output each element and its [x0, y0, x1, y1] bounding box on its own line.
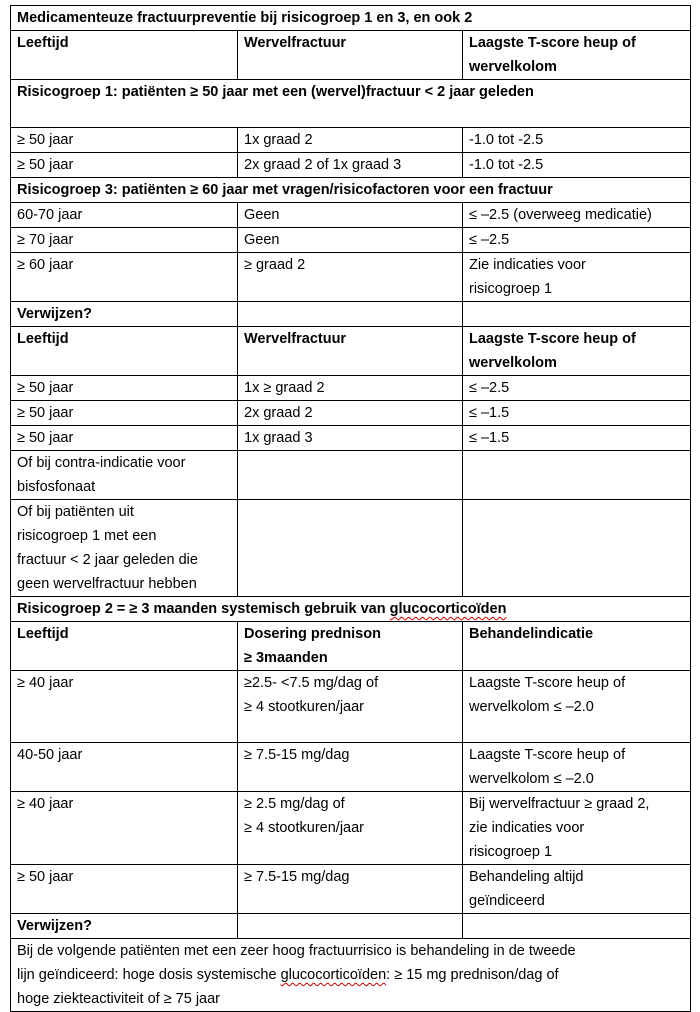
referral-note: Bij de volgende patiënten met een zeer hoog fractuurrisico is behandeling in de tweede lijn geïndiceerd: hoge dosis systemische glucocorticoïden: ≥ 15 mg prednison/dag of hoge ziekteactiviteit of ≥ 75 jaar: [11, 939, 691, 1012]
tscore-cell: ≤ –1.5: [463, 401, 691, 426]
table-row: [11, 401, 691, 426]
fracture-cell: 1x ≥ graad 2: [238, 376, 463, 401]
spellcheck-word: glucocorticoïden: [280, 967, 387, 983]
header-dosering: Dosering prednison ≥ 3maanden: [238, 622, 463, 671]
group3-heading: Risicogroep 3: patiënten ≥ 60 jaar met vragen/risicofactoren voor een fractuur: [11, 178, 691, 203]
tscore-cell: ≤ –1.5: [463, 426, 691, 451]
header-leeftijd: Leeftijd: [11, 622, 238, 671]
table-row: [11, 376, 691, 401]
tscore-cell: ≤ –2.5: [463, 376, 691, 401]
table-row: [11, 865, 691, 914]
table-row: [11, 253, 691, 302]
age-cell: ≥ 50 jaar: [11, 426, 238, 451]
indication-cell: Laagste T-score heup of wervelkolom ≤ –2.0: [463, 671, 691, 743]
age-cell: ≥ 50 jaar: [11, 376, 238, 401]
header-wervelfractuur: Wervelfractuur: [238, 327, 463, 376]
fracture-cell: 2x graad 2 of 1x graad 3: [238, 153, 463, 178]
age-cell: ≥ 40 jaar: [11, 671, 238, 743]
dose-cell: ≥2.5- <7.5 mg/dag of ≥ 4 stootkuren/jaar: [238, 671, 463, 743]
table-row: [11, 203, 691, 228]
header-leeftijd: Leeftijd: [11, 31, 238, 80]
table-row: [11, 500, 691, 597]
fracture-cell: 1x graad 3: [238, 426, 463, 451]
table-title: Medicamenteuze fractuurpreventie bij risicogroep 1 en 3, en ook 2: [11, 6, 691, 31]
group1-heading: Risicogroep 1: patiënten ≥ 50 jaar met een (wervel)fractuur < 2 jaar geleden: [11, 80, 691, 128]
tscore-cell: -1.0 tot -2.5: [463, 128, 691, 153]
header-wervelfractuur: Wervelfractuur: [238, 31, 463, 80]
spellcheck-word: glucocorticoïden: [389, 601, 507, 617]
header-behandelindicatie: Behandelindicatie: [463, 622, 691, 671]
refer-row: [11, 302, 691, 327]
table-row: [11, 228, 691, 253]
group2-heading: Risicogroep 2 = ≥ 3 maanden systemisch gebruik van glucocorticoïden: [11, 597, 691, 622]
age-cell: ≥ 40 jaar: [11, 792, 238, 865]
group1-referral-cell: Of bij patiënten uit risicogroep 1 met een fractuur < 2 jaar geleden die geen wervelfractuur hebben: [11, 500, 238, 597]
table-row: [11, 743, 691, 792]
age-cell: ≥ 50 jaar: [11, 128, 238, 153]
header-row: [11, 622, 691, 671]
age-cell: ≥ 60 jaar: [11, 253, 238, 302]
refer-label: Verwijzen?: [11, 914, 238, 939]
header-tscore: Laagste T-score heup of wervelkolom: [463, 31, 691, 80]
dose-cell: ≥ 7.5-15 mg/dag: [238, 865, 463, 914]
tscore-cell: -1.0 tot -2.5: [463, 153, 691, 178]
contra-indication-cell: Of bij contra-indicatie voor bisfosfonaat: [11, 451, 238, 500]
indication-cell: Laagste T-score heup of wervelkolom ≤ –2.0: [463, 743, 691, 792]
indication-cell: Behandeling altijd geïndiceerd: [463, 865, 691, 914]
refer-row: [11, 914, 691, 939]
header-tscore: Laagste T-score heup of wervelkolom: [463, 327, 691, 376]
fracture-cell: 1x graad 2: [238, 128, 463, 153]
fracture-cell: Geen: [238, 203, 463, 228]
age-cell: ≥ 50 jaar: [11, 153, 238, 178]
table-row: [11, 671, 691, 743]
header-row: [11, 327, 691, 376]
dose-cell: ≥ 7.5-15 mg/dag: [238, 743, 463, 792]
age-cell: ≥ 50 jaar: [11, 401, 238, 426]
tscore-cell: ≤ –2.5: [463, 228, 691, 253]
refer-label: Verwijzen?: [11, 302, 238, 327]
table-row: [11, 426, 691, 451]
tscore-cell: Zie indicaties voor risicogroep 1: [463, 253, 691, 302]
tscore-cell: ≤ –2.5 (overweeg medicatie): [463, 203, 691, 228]
header-leeftijd: Leeftijd: [11, 327, 238, 376]
fracture-cell: 2x graad 2: [238, 401, 463, 426]
age-cell: 40-50 jaar: [11, 743, 238, 792]
dose-cell: ≥ 2.5 mg/dag of ≥ 4 stootkuren/jaar: [238, 792, 463, 865]
age-cell: ≥ 50 jaar: [11, 865, 238, 914]
age-cell: 60-70 jaar: [11, 203, 238, 228]
header-row: [11, 31, 691, 80]
fracture-prevention-table: [10, 5, 691, 1012]
table-row: [11, 792, 691, 865]
age-cell: ≥ 70 jaar: [11, 228, 238, 253]
fracture-cell: ≥ graad 2: [238, 253, 463, 302]
fracture-cell: Geen: [238, 228, 463, 253]
table-row: [11, 451, 691, 500]
indication-cell: Bij wervelfractuur ≥ graad 2, zie indicaties voor risicogroep 1: [463, 792, 691, 865]
table-row: [11, 128, 691, 153]
table-row: [11, 153, 691, 178]
